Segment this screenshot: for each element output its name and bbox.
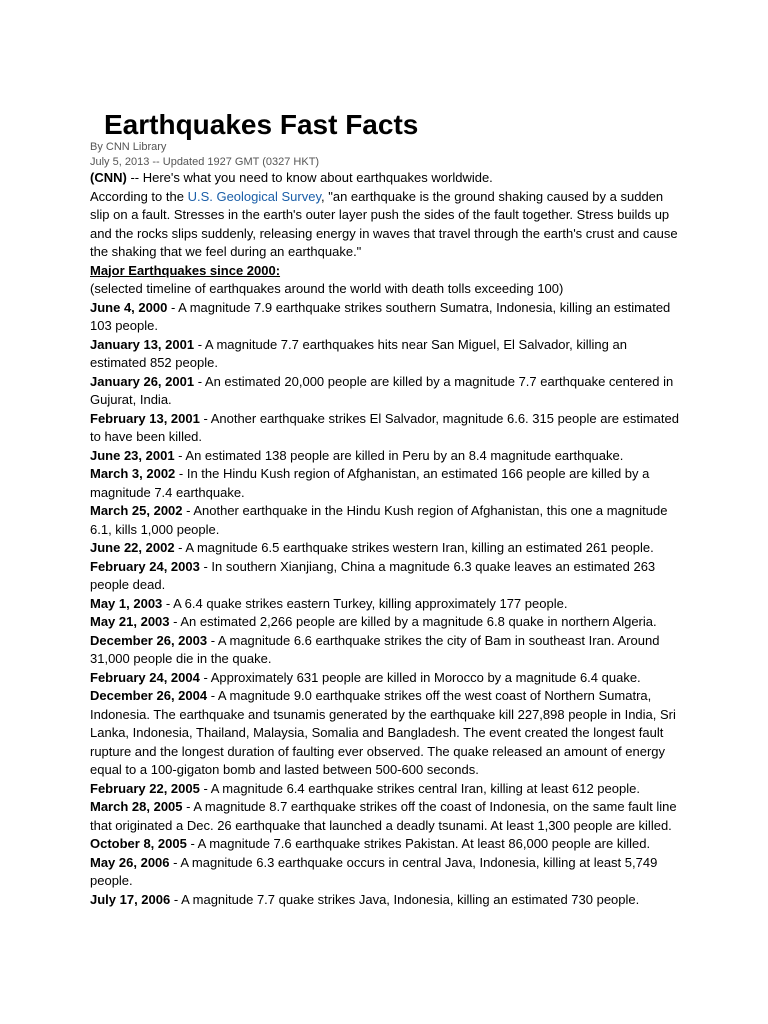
entry-date: May 21, 2003 — [90, 614, 170, 629]
timeline-entry — [90, 595, 684, 614]
timeline-entry — [90, 669, 684, 688]
definition-paragraph — [90, 188, 684, 262]
event-timeline — [90, 299, 684, 910]
entry-text: - Another earthquake in the Hindu Kush region of Afghanistan, this one a magnitude 6.1, kills 1,000 people. — [90, 503, 668, 537]
entry-text: - A magnitude 6.4 earthquake strikes central Iran, killing at least 612 people. — [199, 780, 640, 796]
timeline-entry — [90, 687, 684, 780]
entry-text: - A magnitude 6.6 earthquake strikes the city of Bam in southeast Iran. Around 31,000 people die in the quake. — [90, 632, 660, 666]
timeline-entry — [90, 632, 684, 669]
timeline-entry — [90, 539, 684, 558]
entry-date: February 13, 2001 — [90, 410, 200, 426]
entry-date: March 28, 2005 — [90, 799, 183, 814]
entry-text: - Approximately 631 people are killed in Morocco by a magnitude 6.4 quake. — [199, 669, 641, 685]
definition-lead: According to the — [90, 188, 188, 204]
entry-text: - An estimated 2,266 people are killed by a magnitude 6.8 quake in northern Algeria. — [169, 614, 657, 629]
timeline-entry — [90, 613, 684, 632]
entry-text: - A magnitude 8.7 earthquake strikes off the coast of Indonesia, on the same fault line that originated a Dec. 26 earthquake that launched a deadly tsunami. At least 1,300 people are killed. — [90, 799, 677, 833]
timeline-entry — [90, 798, 684, 835]
entry-date: March 25, 2002 — [90, 503, 183, 518]
entry-date: December 26, 2003 — [90, 632, 208, 648]
entry-text: - Another earthquake strikes El Salvador, magnitude 6.6. 315 people are estimated to have been killed. — [90, 410, 679, 444]
definition-quote: , "an earthquake is the ground shaking caused by a sudden slip on a fault. Stresses in the earth's outer layer push the sides of the fault together. Stress builds up and the rocks slips suddenly, releasing energy in waves that travel through the earth's crust and cause the shaking that we feel during an earthquake." — [90, 188, 678, 259]
article-title: Earthquakes Fast Facts — [104, 109, 419, 140]
usgs-link[interactable]: U.S. Geological Survey — [187, 188, 321, 204]
timeline-entry — [90, 447, 684, 466]
entry-text: - An estimated 20,000 people are killed by a magnitude 7.7 earthquake centered in Gujurat, India. — [90, 373, 674, 407]
dateline: July 5, 2013 -- Updated 1927 GMT (0327 HKT) — [90, 156, 320, 168]
entry-date: January 26, 2001 — [90, 373, 195, 389]
entry-text: - A magnitude 7.7 earthquakes hits near San Miguel, El Salvador, killing an estimated 852 people. — [90, 336, 627, 370]
timeline-entry — [90, 835, 684, 854]
timeline-entry — [90, 502, 684, 539]
timeline-entry — [90, 410, 684, 447]
timeline-entry — [90, 465, 684, 502]
entry-text: - A magnitude 7.7 quake strikes Java, Indonesia, killing an estimated 730 people. — [170, 891, 640, 907]
timeline-entry — [90, 373, 684, 410]
entry-date: February 22, 2005 — [90, 780, 200, 796]
entry-date: May 26, 2006 — [90, 854, 170, 870]
entry-text: - In the Hindu Kush region of Afghanistan, an estimated 166 people are killed by a magnitude 7.4 earthquake. — [90, 466, 650, 500]
intro-text: -- Here's what you need to know about earthquakes worldwide. — [126, 170, 493, 185]
timeline-entry — [90, 299, 684, 336]
entry-text: - A magnitude 6.5 earthquake strikes western Iran, killing an estimated 261 people. — [174, 540, 654, 555]
timeline-entry — [90, 891, 684, 910]
section-note: (selected timeline of earthquakes around the world with death tolls exceeding 100) — [90, 281, 564, 296]
entry-date: December 26, 2004 — [90, 688, 208, 703]
entry-date: October 8, 2005 — [90, 836, 187, 851]
entry-text: - An estimated 138 people are killed in Peru by an 8.4 magnitude earthquake. — [174, 447, 624, 463]
source-label: (CNN) — [90, 170, 127, 185]
entry-date: February 24, 2003 — [90, 558, 200, 574]
entry-text: - A magnitude 9.0 earthquake strikes off the west coast of Northern Sumatra, Indonesia. The earthquake and tsunamis generated by the earthquake kill 227,898 people in India, Sri Lanka, Indonesia, Thailand, Malaysia, Somalia and Bangladesh. The event created the longest fault rupture and the longest duration of faulting ever observed. The quake released an amount of energy equal to a 100-gigaton bomb and lasted between 500-600 seconds. — [90, 688, 676, 777]
entry-text: - A magnitude 7.9 earthquake strikes southern Sumatra, Indonesia, killing an estimated 103 people. — [90, 299, 671, 333]
entry-date: June 4, 2000 — [90, 299, 168, 315]
timeline-entry — [90, 558, 684, 595]
article-body — [90, 169, 684, 909]
entry-text: - In southern Xianjiang, China a magnitude 6.3 quake leaves an estimated 263 people dead. — [90, 558, 656, 592]
timeline-entry — [90, 336, 684, 373]
entry-date: July 17, 2006 — [90, 891, 171, 907]
section-heading: Major Earthquakes since 2000: — [90, 262, 281, 278]
entry-date: January 13, 2001 — [90, 336, 195, 352]
entry-date: February 24, 2004 — [90, 669, 200, 685]
entry-text: - A magnitude 7.6 earthquake strikes Pakistan. At least 86,000 people are killed. — [186, 836, 651, 851]
entry-date: June 23, 2001 — [90, 447, 175, 463]
entry-text: - A 6.4 quake strikes eastern Turkey, killing approximately 177 people. — [162, 595, 568, 611]
byline: By CNN Library — [90, 141, 167, 153]
entry-date: March 3, 2002 — [90, 466, 176, 481]
timeline-entry — [90, 854, 684, 891]
entry-date: June 22, 2002 — [90, 540, 175, 555]
timeline-entry — [90, 780, 684, 799]
entry-text: - A magnitude 6.3 earthquake occurs in central Java, Indonesia, killing at least 5,749 people. — [90, 854, 658, 888]
entry-date: May 1, 2003 — [90, 595, 163, 611]
intro-paragraph — [90, 169, 684, 188]
